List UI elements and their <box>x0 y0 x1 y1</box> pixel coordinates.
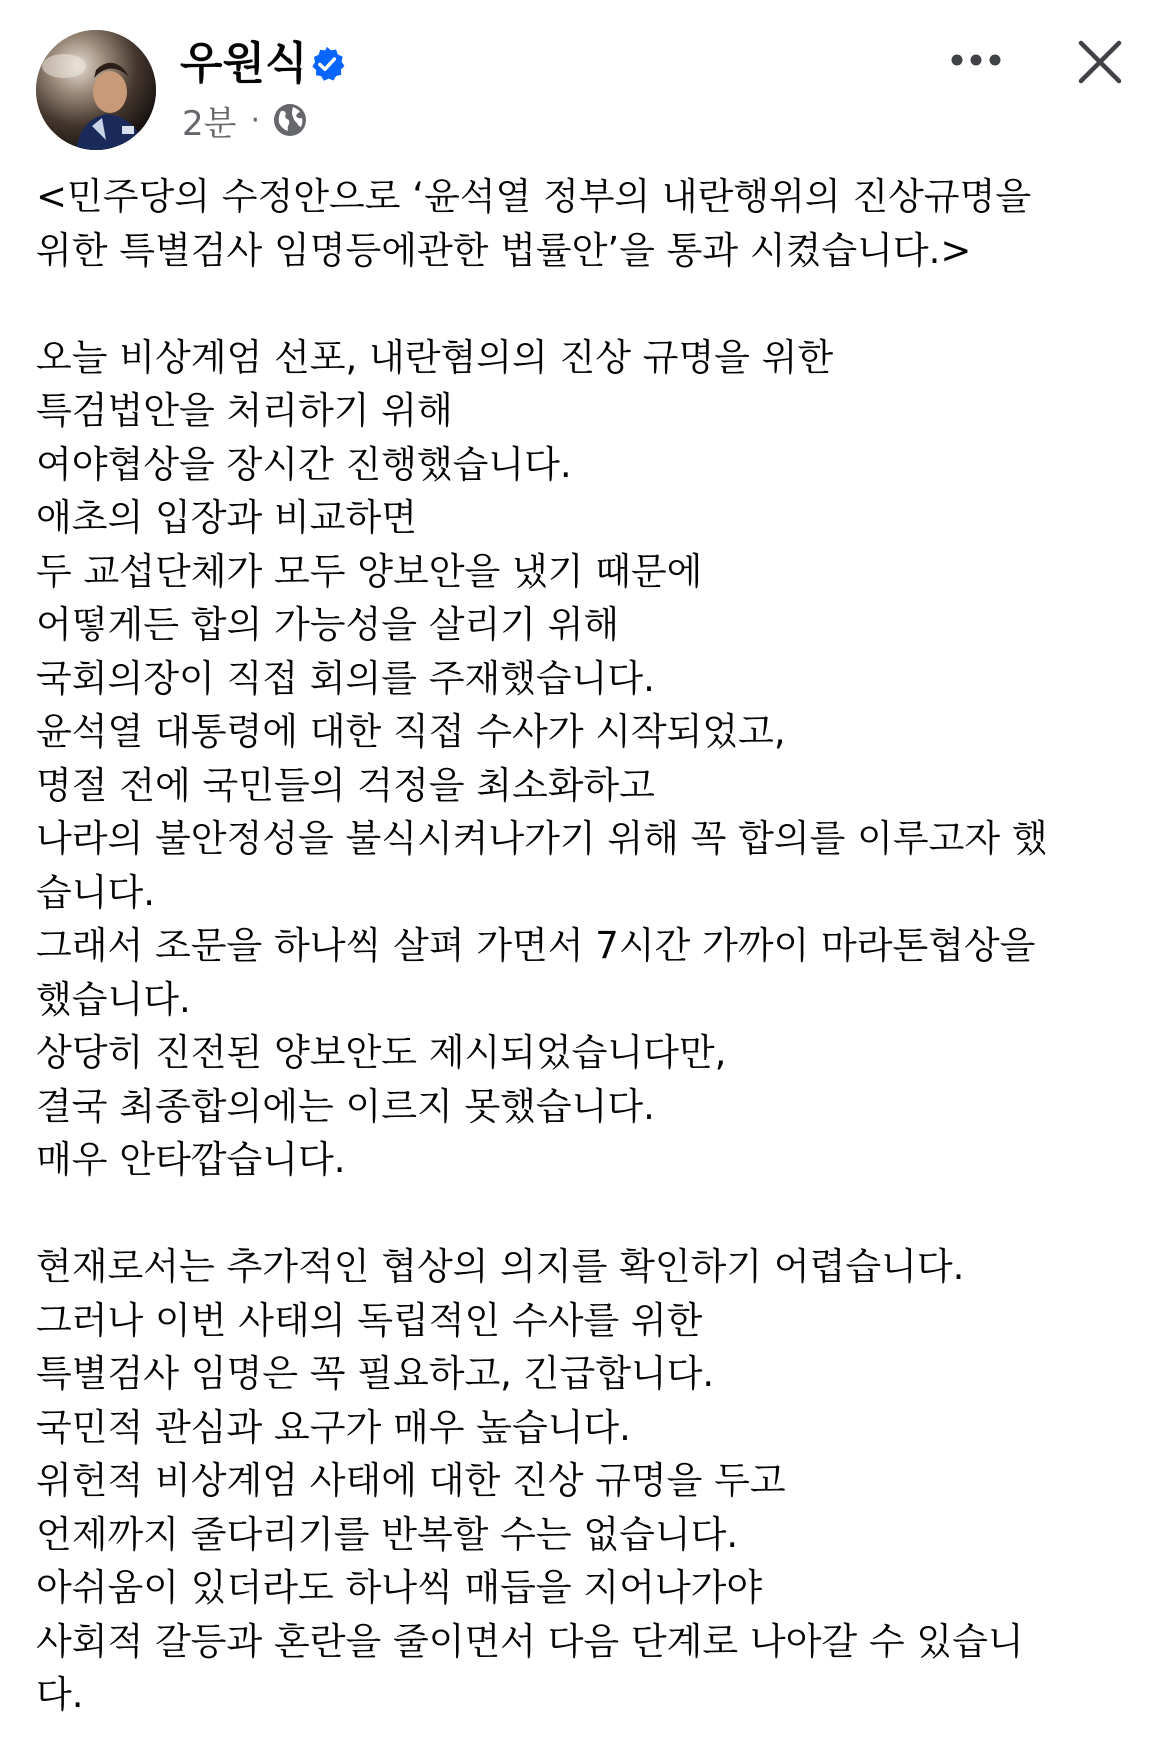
post-text-line: 사회적 갈등과 혼란을 줄이면서 다음 단계로 나아갈 수 있습니 <box>36 1619 1024 1663</box>
close-icon <box>1077 39 1123 85</box>
close-button[interactable] <box>1068 30 1132 94</box>
post-text-line: 했습니다. <box>36 977 191 1021</box>
verified-badge-icon <box>308 45 346 83</box>
post-text-line: 국민적 관심과 요구가 매우 높습니다. <box>36 1405 631 1449</box>
post-text-line: 나라의 불안정성을 불식시켜나가기 위해 꼭 합의를 이루고자 했 <box>36 817 1048 860</box>
post-text-line: 그래서 조문을 하나씩 살펴 가면서 7시간 가까이 마라톤협상을 <box>36 924 1036 967</box>
post-text-line: 다. <box>36 1673 84 1716</box>
post-text-line: 명절 전에 국민들의 걱정을 최소화하고 <box>36 763 655 807</box>
post-text-line: 두 교섭단체가 모두 양보안을 냈기 때문에 <box>36 549 703 593</box>
post-text-line: 아쉬움이 있더라도 하나씩 매듭을 지어나가야 <box>36 1566 763 1609</box>
post-text-line: 특검법안을 처리하기 위해 <box>36 389 453 432</box>
post-text-line: 애초의 입장과 비교하면 <box>36 496 417 539</box>
avatar-photo-icon <box>36 30 156 150</box>
meta-separator: · <box>250 102 261 138</box>
post-text-line: 언제까지 줄다리기를 반복할 수는 없습니다. <box>36 1512 739 1556</box>
globe-icon[interactable] <box>272 102 308 138</box>
post-text-line: 그러나 이번 사태의 독립적인 수사를 위한 <box>36 1298 703 1342</box>
post-text-line: 위한 특별검사 임명등에관한 법률안’을 통과 시켰습니다.> <box>36 228 972 272</box>
post-text-line: 특별검사 임명은 꼭 필요하고, 긴급합니다. <box>36 1352 715 1395</box>
more-options-button[interactable] <box>940 36 1012 84</box>
post-meta <box>182 98 308 142</box>
avatar[interactable] <box>36 30 156 150</box>
post-text <box>36 170 1136 1722</box>
post-text-line: 위헌적 비상계엄 사태에 대한 진상 규명을 두고 <box>36 1459 786 1502</box>
post-text-line: 윤석열 대통령에 대한 직접 수사가 시작되었고, <box>36 710 786 753</box>
blank-line <box>36 277 1136 331</box>
author-name[interactable]: 우원식 <box>180 38 308 89</box>
post-text-line: 오늘 비상계엄 선포, 내란혐의의 진상 규명을 위한 <box>36 335 834 379</box>
post-text-line: 어떻게든 합의 가능성을 살리기 위해 <box>36 603 620 646</box>
post-text-line: 상당히 진전된 양보안도 제시되었습니다만, <box>36 1031 727 1074</box>
post-text-line: <민주당의 수정안으로 ‘윤석열 정부의 내란행위의 진상규명을 <box>36 175 1032 218</box>
more-horizontal-icon <box>950 53 1002 67</box>
post-text-line: 매우 안타깝습니다. <box>36 1138 346 1181</box>
post-text-line: 국회의장이 직접 회의를 주재했습니다. <box>36 656 655 700</box>
post-text-line: 결국 최종합의에는 이르지 못했습니다. <box>36 1084 655 1128</box>
post-text-line: 여야협상을 장시간 진행했습니다. <box>36 442 572 486</box>
post-header <box>0 0 1170 160</box>
post-text-line: 습니다. <box>36 870 155 914</box>
post-text-line: 현재로서는 추가적인 협상의 의지를 확인하기 어렵습니다. <box>36 1245 965 1288</box>
blank-line <box>36 1187 1136 1241</box>
post-time[interactable]: 2분 <box>182 103 237 144</box>
